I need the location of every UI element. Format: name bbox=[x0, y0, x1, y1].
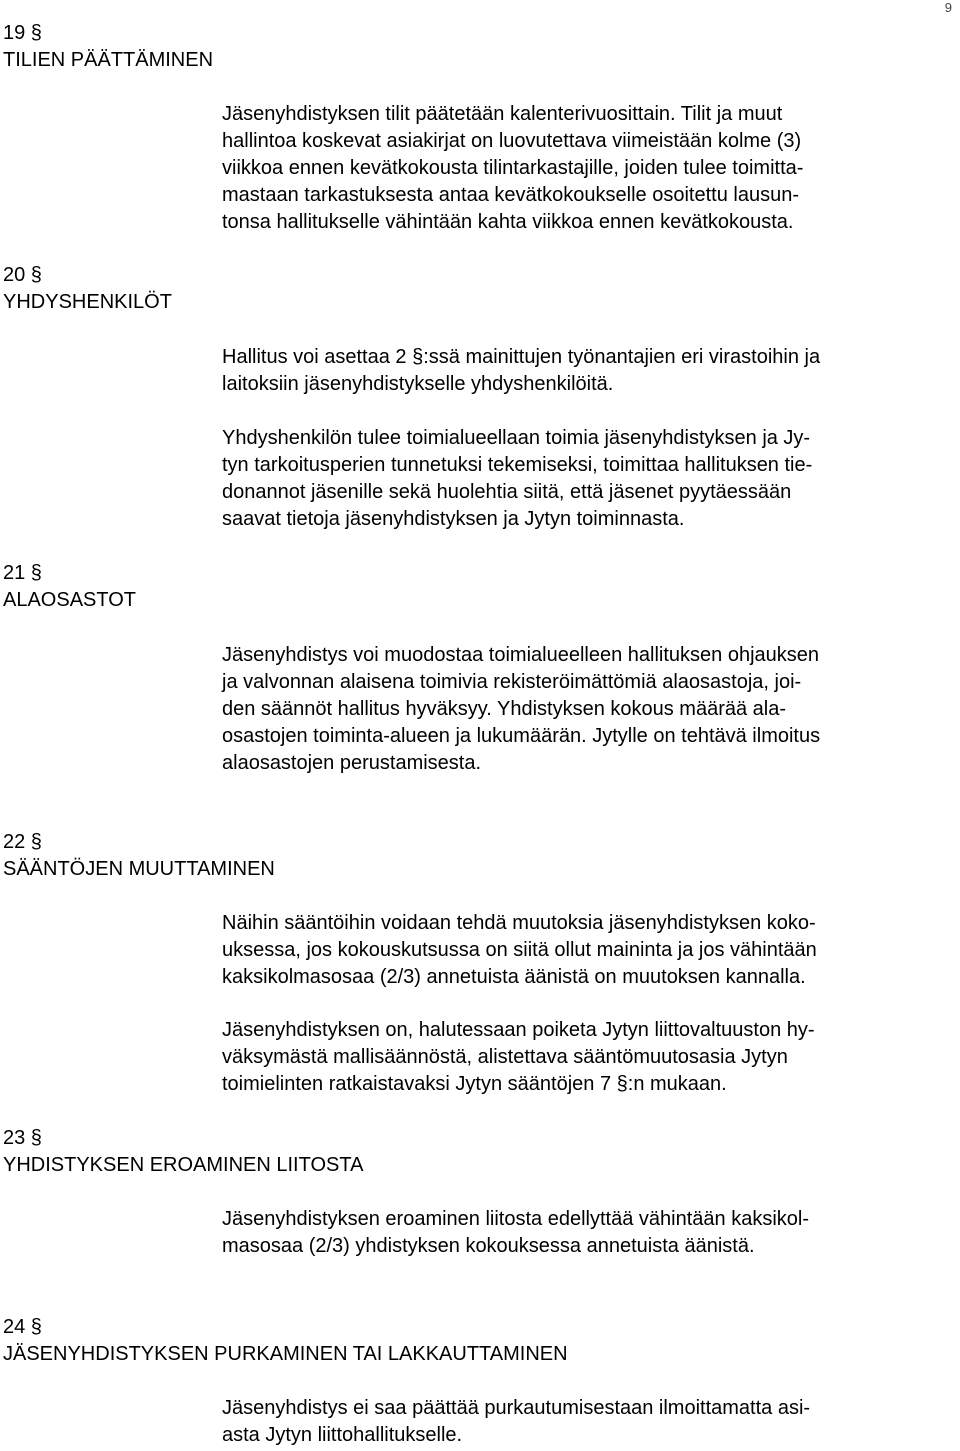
section-20-paragraph-2: Yhdyshenkilön tulee toimialueellaan toimia jäsenyhdistyksen ja Jy- tyn tarkoitusperien tunnetuksi tekemiseksi, toimittaa hallituksen tie- donannot jäsenille sekä huolehtia siitä, että jäsenet pyytäessään saavat tietoja jäsenyhdistyksen ja Jytyn toiminnasta. bbox=[222, 427, 813, 530]
section-21-paragraph: Jäsenyhdistys voi muodostaa toimialueelleen hallituksen ohjauksen ja valvonnan alaisena toimivia rekisteröimättömiä alaosastoja, joi- den säännöt hallitus hyväksyy. Yhdistyksen kokous määrää ala- osastojen toiminta-alueen ja lukumäärän. Jytylle on tehtävä ilmoitus alaosastojen perustamisesta. bbox=[222, 644, 821, 774]
section-22-paragraph-2: Jäsenyhdistyksen on, halutessaan poiketa Jytyn liittovaltuuston hy- väksymästä mallisäännöstä, alistettava sääntömuutosasia Jytyn toimielinten ratkaistavaksi Jytyn sääntöjen 7 §:n mukaan. bbox=[222, 1019, 815, 1095]
section-number: 22 § bbox=[3, 831, 42, 853]
section-number: 23 § bbox=[3, 1127, 42, 1149]
page-number: 9 bbox=[944, 0, 952, 15]
section-number: 20 § bbox=[3, 264, 42, 286]
section-24-paragraph: Jäsenyhdistys ei saa päättää purkautumisestaan ilmoittamatta asi- asta Jytyn liittohallitukselle. bbox=[222, 1397, 811, 1446]
section-number: 21 § bbox=[3, 562, 42, 584]
section-title: YHDYSHENKILÖT bbox=[3, 291, 172, 313]
section-number: 19 § bbox=[3, 22, 42, 44]
section-23-paragraph: Jäsenyhdistyksen eroaminen liitosta edellyttää vähintään kaksikol- masosaa (2/3) yhdistyksen kokouksessa annetuista äänistä. bbox=[222, 1208, 809, 1257]
section-21-heading bbox=[3, 560, 136, 614]
section-19-heading bbox=[3, 20, 213, 74]
section-title: ALAOSASTOT bbox=[3, 589, 137, 611]
section-22-heading bbox=[3, 829, 275, 883]
section-24-heading bbox=[3, 1314, 568, 1368]
section-22-paragraph-1: Näihin sääntöihin voidaan tehdä muutoksia jäsenyhdistyksen koko- uksessa, jos kokouskutsussa on siitä ollut maininta ja jos vähintään kaksikolmasosaa (2/3) annetuista äänistä on muutoksen kannalla. bbox=[222, 912, 817, 988]
section-20-paragraph-1: Hallitus voi asettaa 2 §:ssä mainittujen työnantajien eri virastoihin ja laitoksiin jäsenyhdistykselle yhdyshenkilöitä. bbox=[222, 346, 821, 395]
section-23-heading bbox=[3, 1125, 363, 1179]
section-number: 24 § bbox=[3, 1316, 42, 1338]
section-20-heading bbox=[3, 262, 172, 316]
section-title: YHDISTYKSEN EROAMINEN LIITOSTA bbox=[3, 1154, 364, 1176]
section-19-paragraph: Jäsenyhdistyksen tilit päätetään kalenterivuosittain. Tilit ja muut hallintoa koskevat asiakirjat on luovutettava viimeistään kolme (3) viikkoa ennen kevätkokousta tilintarkastajille, joiden tulee toimitta- mastaan tarkastuksesta antaa kevätkokoukselle osoitettu lausun- tonsa hallitukselle vähintään kahta viikkoa ennen kevätkokousta. bbox=[222, 103, 804, 233]
section-title: TILIEN PÄÄTTÄMINEN bbox=[3, 49, 214, 71]
section-title: SÄÄNTÖJEN MUUTTAMINEN bbox=[3, 858, 275, 880]
section-title: JÄSENYHDISTYKSEN PURKAMINEN TAI LAKKAUTTAMINEN bbox=[3, 1343, 568, 1365]
